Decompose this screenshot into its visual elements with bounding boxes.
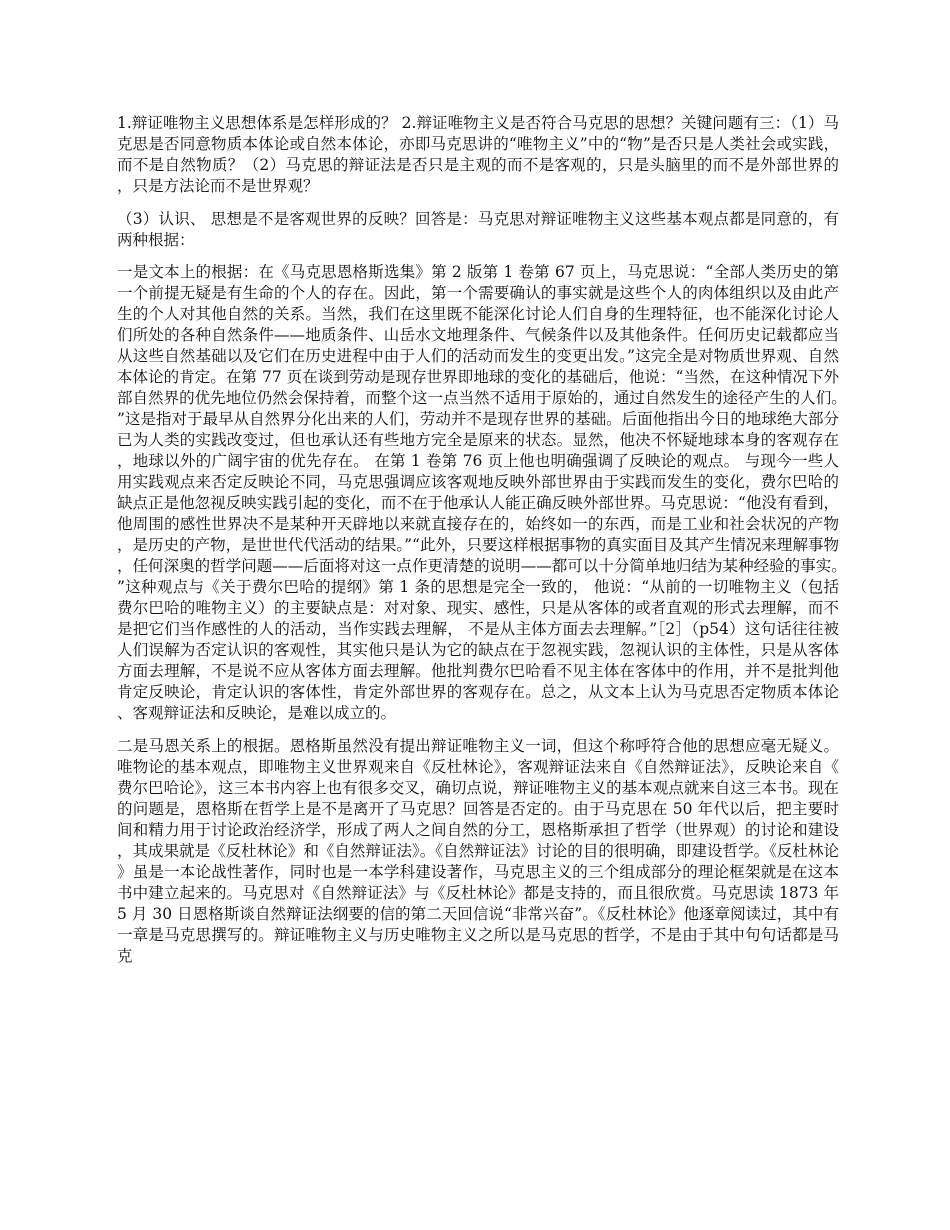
document-body (117, 113, 839, 978)
paragraph-key-questions: 1.辩证唯物主义思想体系是怎样形成的？ 2.辩证唯物主义是否符合马克思的思想？关键问题有三：（1）马克思是否同意物质本体论或自然本体论，亦即马克思讲的“唯物主义”中的“物”是否只是人类社会或实践，而不是自然物质？（2）马克思的辩证法是否只是主观的而不是客观的，只是头脑里的而不是外部世界的，只是方法论而不是世界观？ (117, 114, 839, 195)
paragraph-question-three: （3）认识、 思想是不是客观世界的反映？回答是：马克思对辩证唯物主义这些基本观点都是同意的，有两种根据： (117, 209, 839, 249)
paragraph-marx-engels-relation: 二是马恩关系上的根据。恩格斯虽然没有提出辩证唯物主义一词，但这个称呼符合他的思想应毫无疑义。唯物论的基本观点，即唯物主义世界观来自《反杜林论》，客观辩证法来自《自然辩证法》，反映论来自《费尔巴哈论》，这三本书内容上也有很多交叉，确切点说，辩证唯物主义的基本观点就来自这三本书。现在的问题是，恩格斯在哲学上是不是离开了马克思？回答是否定的。由于马克思在 50 年代以后，把主要时间和精力用于讨论政治经济学，形成了两人之间自然的分工，恩格斯承担了哲学（世界观）的讨论和建设，其成果就是《反杜林论》和《自然辩证法》。《自然辩证法》讨论的目的很明确，即建设哲学。《反杜林论》虽是一本论战性著作，同时也是一本学科建设著作，马克思主义的三个组成部分的理论框架就是在这本书中建立起来的。马克思对《自然辩证法》与《反杜林论》都是支持的，而且很欣赏。马克思读 1873 年 5 月 30 日恩格斯谈自然辩证法纲要的信的第二天回信说“非常兴奋”。《反杜林论》他逐章阅读过，其中有一章是马克思撰写的。辩证唯物主义与历史唯物主义之所以是马克思的哲学，不是由于其中句句话都是马克 (117, 736, 839, 965)
paragraph-textual-basis: 一是文本上的根据：在《马克思恩格斯选集》第 2 版第 1 卷第 67 页上，马克思说：“全部人类历史的第一个前提无疑是有生命的个人的存在。因此，第一个需要确认的事实就是这些个人的肉体组织以及由此产生的个人对其他自然的关系。当然，我们在这里既不能深化讨论人们自身的生理特征，也不能深化讨论人们所处的各种自然条件——地质条件、山岳水文地理条件、气候条件以及其他条件。任何历史记载都应当从这些自然基础以及它们在历史进程中由于人们的活动而发生的变更出发。”这完全是对物质世界观、自然本体论的肯定。在第 77 页在谈到劳动是现存世界即地球的变化的基础后，他说：“当然，在这种情况下外部自然界的优先地位仍然会保持着，而整个这一点当然不适用于原始的，通过自然发生的途径产生的人们。”这是指对于最早从自然界分化出来的人们，劳动并不是现存世界的基础。后面他指出今日的地球绝大部分已为人类的实践改变过，但也承认还有些地方完全是原来的状态。显然，他决不怀疑地球本身的客观存在，地球以外的广阔宇宙的优先存在。 在第 1 卷第 76 页上他也明确强调了反映论的观点。 与现今一些人用实践观点来否定反映论不同，马克思强调应该客观地反映外部世界由于实践而发生的变化，费尔巴哈的缺点正是他忽视反映实践引起的变化，而不在于他承认人能正确反映外部世界。马克思说：“他没有看到，他周围的感性世界决不是某种开天辟地以来就直接存在的，始终如一的东西，而是工业和社会状况的产物，是历史的产物，是世世代代活动的结果。”“此外，只要这样根据事物的真实面目及其产生情况来理解事物，任何深奥的哲学问题——后面将对这一点作更清楚的说明——都可以十分简单地归结为某种经验的事实。”这种观点与《关于费尔巴哈的提纲》第 1 条的思想是完全一致的， 他说：“从前的一切唯物主义（包括费尔巴哈的唯物主义）的主要缺点是：对对象、现实、感性，只是从客体的或者直观的形式去理解，而不是把它们当作感性的人的活动，当作实践去理解， 不是从主体方面去去理解。”［2］（p54）这句话往往被人们误解为否定认识的客观性，其实他只是认为它的缺点在于忽视实践，忽视认识的主体性，只是从客体方面去理解，不是说不应从客体方面去理解。他批判费尔巴哈看不见主体在客体中的作用，并不是批判他肯定反映论，肯定认识的客体性，肯定外部世界的客观存在。总之，从文本上认为马克思否定物质本体论、客观辩证法和反映论，是难以成立的。 (117, 263, 839, 722)
